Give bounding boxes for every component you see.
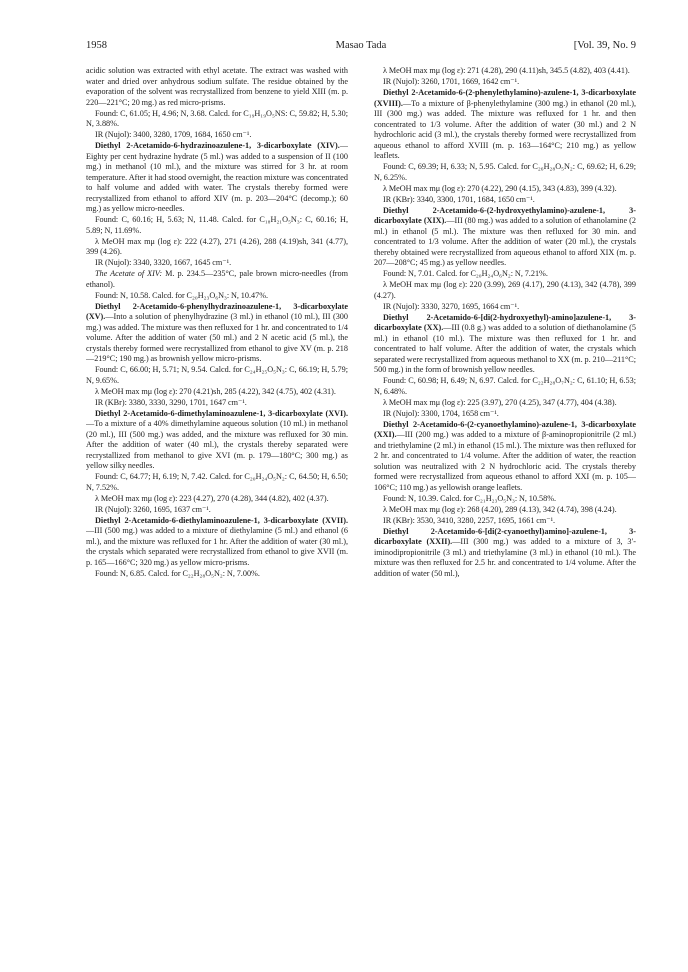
paragraph-text: λ MeOH max mμ (log ε): 220 (3.99), 269 (4.17), 290 (4.13), 342 (4.78), 399 (4.27). (374, 280, 636, 300)
paragraph (86, 398, 348, 409)
compound-heading: Diethyl 2-Acetamido-6-hydrazinoazulene-1, 3-dicarboxylate (XIV). (95, 141, 340, 150)
running-header (86, 40, 636, 56)
paragraph (374, 280, 636, 301)
paragraph (86, 269, 348, 290)
paragraph-text: —III (200 mg.) was added to a mixture of β-aminopropionitrile (2 ml.) and triethylamine (2 ml.) in ethanol (15 ml.). The mixture was then refluxed for 2 hr. and concentrated to 1/4 volume. After the addition of water, the reaction solution was neutralized with 2 N hydrochloric acid. The crystals thereby formed were recrystallized from aqueous ethanol to afford XXI (m. p. 105—106°C; 110 mg.) as yellowish orange leaflets. (374, 430, 636, 492)
paragraph-text: λ MeOH max mμ (log ε): 271 (4.28), 290 (4.11)sh, 345.5 (4.82), 403 (4.41). (383, 66, 630, 75)
paragraph-text: —To a mixture of β-phenylethylamine (300 mg.) in ethanol (20 ml.), III (300 mg.) was added. The mixture was refluxed for 1 hr. and then concentrated to 1/3 volume. After the addition of water (30 ml.) and 2 N hydrochloric acid (3 ml.), the crystals thereby formed were recrystallized from aqueous ethanol to afford XVIII (m. p. 163—164°C; 210 mg.) as yellow leaflets. (374, 98, 636, 160)
left-column (86, 66, 348, 956)
paragraph-text: —III (300 mg.) was added to a mixture of 3, 3′-iminodipropionitrile (3 ml.) and triethylamine (3 ml.) in ethanol (10 ml.). The mixture was then refluxed for 2.5 hr. and concentrated to 1/4 volume. After the addition of water (50 ml.), (374, 537, 636, 578)
paragraph-text: λ MeOH max mμ (log ε): 270 (4.21)sh, 285 (4.22), 342 (4.75), 402 (4.31). (95, 386, 336, 396)
paragraph-text: —III (0.8 g.) was added to a solution of diethanolamine (5 ml.) in ethanol (10 ml.). The mixture was then refluxed for 1 hr. and concentrated to half volume. After the addition of water, the crystals which separated were recrystallized from aqueous methanol to XX (m. p. 210—211°C; 500 mg.) in the form of brownish yellow needles. (374, 323, 636, 374)
paragraph (374, 88, 636, 162)
paragraph (86, 291, 348, 302)
paragraph-text: λ MeOH max mμ (log ε): 268 (4.20), 289 (4.13), 342 (4.74), 398 (4.24). (383, 504, 617, 514)
paragraph-text: IR (Nujol): 3340, 3320, 1667, 1645 cm⁻¹. (95, 258, 232, 267)
paragraph-text: Found: C, 61.05; H, 4.96; N, 3.68. Calcd. for C₁₉H₁₉O₅NS: C, 59.82; H, 5.30; N, 3.88%. (86, 108, 348, 128)
paragraph (374, 494, 636, 505)
compound-heading: Diethyl 2-Acetamido-6-phenylhydrazinoazulene-1, 3-dicarboxylate (XV). (86, 301, 348, 321)
paragraph (374, 409, 636, 420)
page-number: 1958 (86, 40, 107, 51)
paragraph (86, 505, 348, 516)
paragraph (374, 527, 636, 580)
paragraph-text: —Into a solution of phenylhydrazine (3 ml.) in ethanol (10 ml.), III (300 mg.) was added. The mixture was then refluxed for 1 hr. and concentrated to 1/4 volume. After the addition of water (50 ml.) and 2 N acetic acid (5 ml.), the crystals thereby formed were recrystallized from ethanol to give XV (m. p. 218—219°C; 190 mg.) as brownish yellow micro-prisms. (86, 312, 348, 363)
paragraph (374, 376, 636, 397)
paragraph (374, 66, 636, 77)
paragraph-text: —Eighty per cent hydrazine hydrate (5 ml.) was added to a suspension of II (100 mg.) in methanol (10 ml.), and the mixture was stirred for 3 hr. at room temperature. After it had stood overnight, the reaction mixture was concentrated to half volume and added with water. The crystals thereby formed were recrystallized from ethanol to afford XIV (m. p. 203—204°C (decomp.); 60 mg.) as yellow micro-needles. (86, 141, 348, 213)
paragraph-text: IR (Nujol): 3260, 1695, 1637 cm⁻¹. (95, 504, 211, 514)
right-column (374, 66, 636, 956)
paragraph-text: M. p. 234.5—235°C, pale brown micro-needles (from ethanol). (86, 269, 348, 289)
volume-info: [Vol. 39, No. 9 (573, 40, 636, 51)
paragraph-text: acidic solution was extracted with ethyl acetate. The extract was washed with water and dried over anhydrous sodium sulfate. The residue obtained by the evaporation of the solvent was recrystallized from benzene to yield XIII (m. p. 220—221°C; 20 mg.) as red micro-prisms. (86, 66, 348, 107)
paragraph (374, 505, 636, 516)
paragraph-text: Found: N, 7.01. Calcd. for C₂₀H₂₄O₆N₂: N, 7.21%. (383, 269, 548, 278)
paragraph-text: Found: C, 66.00; H, 5.71; N, 9.54. Calcd. for C₂₄H₂₅O₅N₃: C, 66.19; H, 5.79; N, 9.65%. (86, 365, 348, 385)
paragraph-text: Found: N, 10.58. Calcd. for C₂₀H₂₃O₆N₃: N, 10.47%. (95, 290, 269, 300)
paragraph (374, 195, 636, 206)
paragraph (86, 130, 348, 141)
compound-heading: Diethyl 2-Acetamido-6-(2-cyanoethylamino)-azulene-1, 3-dicarboxylate (XXI). (374, 419, 636, 439)
paragraph (374, 184, 636, 195)
paragraph-text: Found: N, 6.85. Calcd. for C₂₂H₂₈O₅N₂: N, 7.00%. (95, 568, 260, 578)
paragraph-text: Found: C, 60.98; H, 6.49; N, 6.97. Calcd. for C₂₂H₂₈O₇N₂: C, 61.10; H, 6.53; N, 6.48%. (374, 376, 636, 396)
paragraph (86, 66, 348, 108)
paragraph (86, 387, 348, 398)
paragraph-text: Found: C, 64.77; H, 6.19; N, 7.42. Calcd. for C₂₀H₂₄O₅N₂: C, 64.50; H, 6.50; N, 7.52%. (86, 472, 348, 492)
paragraph (86, 569, 348, 580)
paragraph (374, 162, 636, 183)
paragraph (86, 516, 348, 569)
paragraph-text: IR (KBr): 3380, 3330, 3290, 1701, 1647 cm⁻¹. (95, 397, 247, 407)
paragraph-text: IR (Nujol): 3400, 3280, 1709, 1684, 1650 cm⁻¹. (95, 130, 252, 139)
paragraph (86, 109, 348, 130)
paragraph (374, 206, 636, 269)
paragraph (374, 420, 636, 494)
paragraph (86, 409, 348, 472)
running-author: Masao Tada (335, 40, 387, 51)
paragraph-text: IR (Nujol): 3260, 1701, 1669, 1642 cm⁻¹. (383, 77, 520, 86)
compound-heading: The Acetate of XIV: (95, 269, 163, 278)
paragraph-text: λ MeOH max mμ (log ε): 270 (4.22), 290 (4.15), 343 (4.83), 399 (4.32). (383, 183, 617, 193)
paragraph (86, 494, 348, 505)
compound-heading: Diethyl 2-Acetamido-6-(2-hydroxyethylamino)-azulene-1, 3-dicarboxylate (XIX). (374, 205, 636, 225)
paragraph (374, 398, 636, 409)
compound-heading: Diethyl 2-Acetamido-6-[di(2-hydroxyethyl)-amino]azulene-1, 3-dicarboxylate (XX). (374, 312, 636, 332)
paragraph (86, 141, 348, 215)
paragraph (374, 313, 636, 376)
paragraph-text: Found: C, 69.39; H, 6.33; N, 5.95. Calcd. for C₂₆H₂₈O₅N₂: C, 69.62; H, 6.29; N, 6.25%. (374, 162, 636, 182)
paragraph (374, 516, 636, 527)
paragraph-text: IR (Nujol): 3330, 3270, 1695, 1664 cm⁻¹. (383, 301, 520, 311)
paragraph (374, 302, 636, 313)
paragraph (86, 365, 348, 386)
paragraph (374, 77, 636, 88)
compound-heading: Diethyl 2-Acetamido-6-(2-phenylethylamino)-azulene-1, 3-dicarboxylate (XVIII). (374, 88, 636, 108)
paragraph (86, 258, 348, 269)
compound-heading: Diethyl 2-Acetamido-6-dimethylaminoazulene-1, 3-dicarboxylate (XVI). (95, 408, 348, 418)
paragraph (86, 302, 348, 365)
paragraph-text: IR (KBr): 3340, 3300, 1701, 1684, 1650 cm⁻¹. (383, 194, 535, 204)
compound-heading: Diethyl 2-Acetamido-6-diethylaminoazulene-1, 3-dicarboxylate (XVII). (95, 515, 348, 525)
compound-heading: Diethyl 2-Acetamido-6-[di(2-cyanoethyl)amino]-azulene-1, 3-dicarboxylate (XXII). (374, 526, 636, 546)
paragraph-text: IR (KBr): 3530, 3410, 3280, 2257, 1695, 1661 cm⁻¹. (383, 515, 556, 525)
paragraph-text: —III (80 mg.) was added to a solution of ethanolamine (2 ml.) in ethanol (5 ml.). The mixture was then refluxed for 30 min. and concentrated to 1/3 volume. After the addition of water (20 ml.), the crystals thereby obtained were recrystallized from aqueous ethanol to afford XIX (m. p. 207—208°C; 45 mg.) as yellow needles. (374, 216, 636, 267)
paragraph-text: λ MeOH max mμ (log ε): 222 (4.27), 271 (4.26), 288 (4.19)sh, 341 (4.77), 399 (4.26). (86, 236, 348, 256)
paragraph (374, 269, 636, 280)
paragraph-text: Found: N, 10.39. Calcd. for C₂₁H₂₃O₅N₃: N, 10.58%. (383, 493, 557, 503)
paragraph (86, 215, 348, 236)
paragraph-text: Found: C, 60.16; H, 5.63; N, 11.48. Calcd. for C₁₈H₂₁O₅N₃: C, 60.16; H, 5.89; N, 11.69%. (86, 215, 348, 235)
paragraph-text: —To a mixture of a 40% dimethylamine aqueous solution (10 ml.) in methanol (20 ml.), III (500 mg.) was added, and the mixture was refluxed for 30 min. After the addition of water (40 ml.), the crystals thereby separated were recrystallized from methanol to give XVI (m. p. 179—180°C; 300 mg.) as yellow silky needles. (86, 419, 348, 470)
paragraph-text: —III (500 mg.) was added to a mixture of diethylamine (5 ml.) and ethanol (6 ml.), and the mixture was refluxed for 1 hr. After the addition of water (30 ml.), the crystals which separated were recrystallized from ethanol to give XVII (m. p. 165—166°C; 320 mg.) as yellow micro-prisms. (86, 526, 348, 567)
paragraph-text: λ MeOH max mμ (log ε): 223 (4.27), 270 (4.28), 344 (4.82), 402 (4.37). (95, 493, 329, 503)
paragraph (86, 472, 348, 493)
paragraph-text: IR (Nujol): 3300, 1704, 1658 cm⁻¹. (383, 408, 499, 418)
paragraph (86, 237, 348, 258)
paragraph-text: λ MeOH max mμ (log ε): 225 (3.97), 270 (4.25), 347 (4.77), 404 (4.38). (383, 397, 617, 407)
